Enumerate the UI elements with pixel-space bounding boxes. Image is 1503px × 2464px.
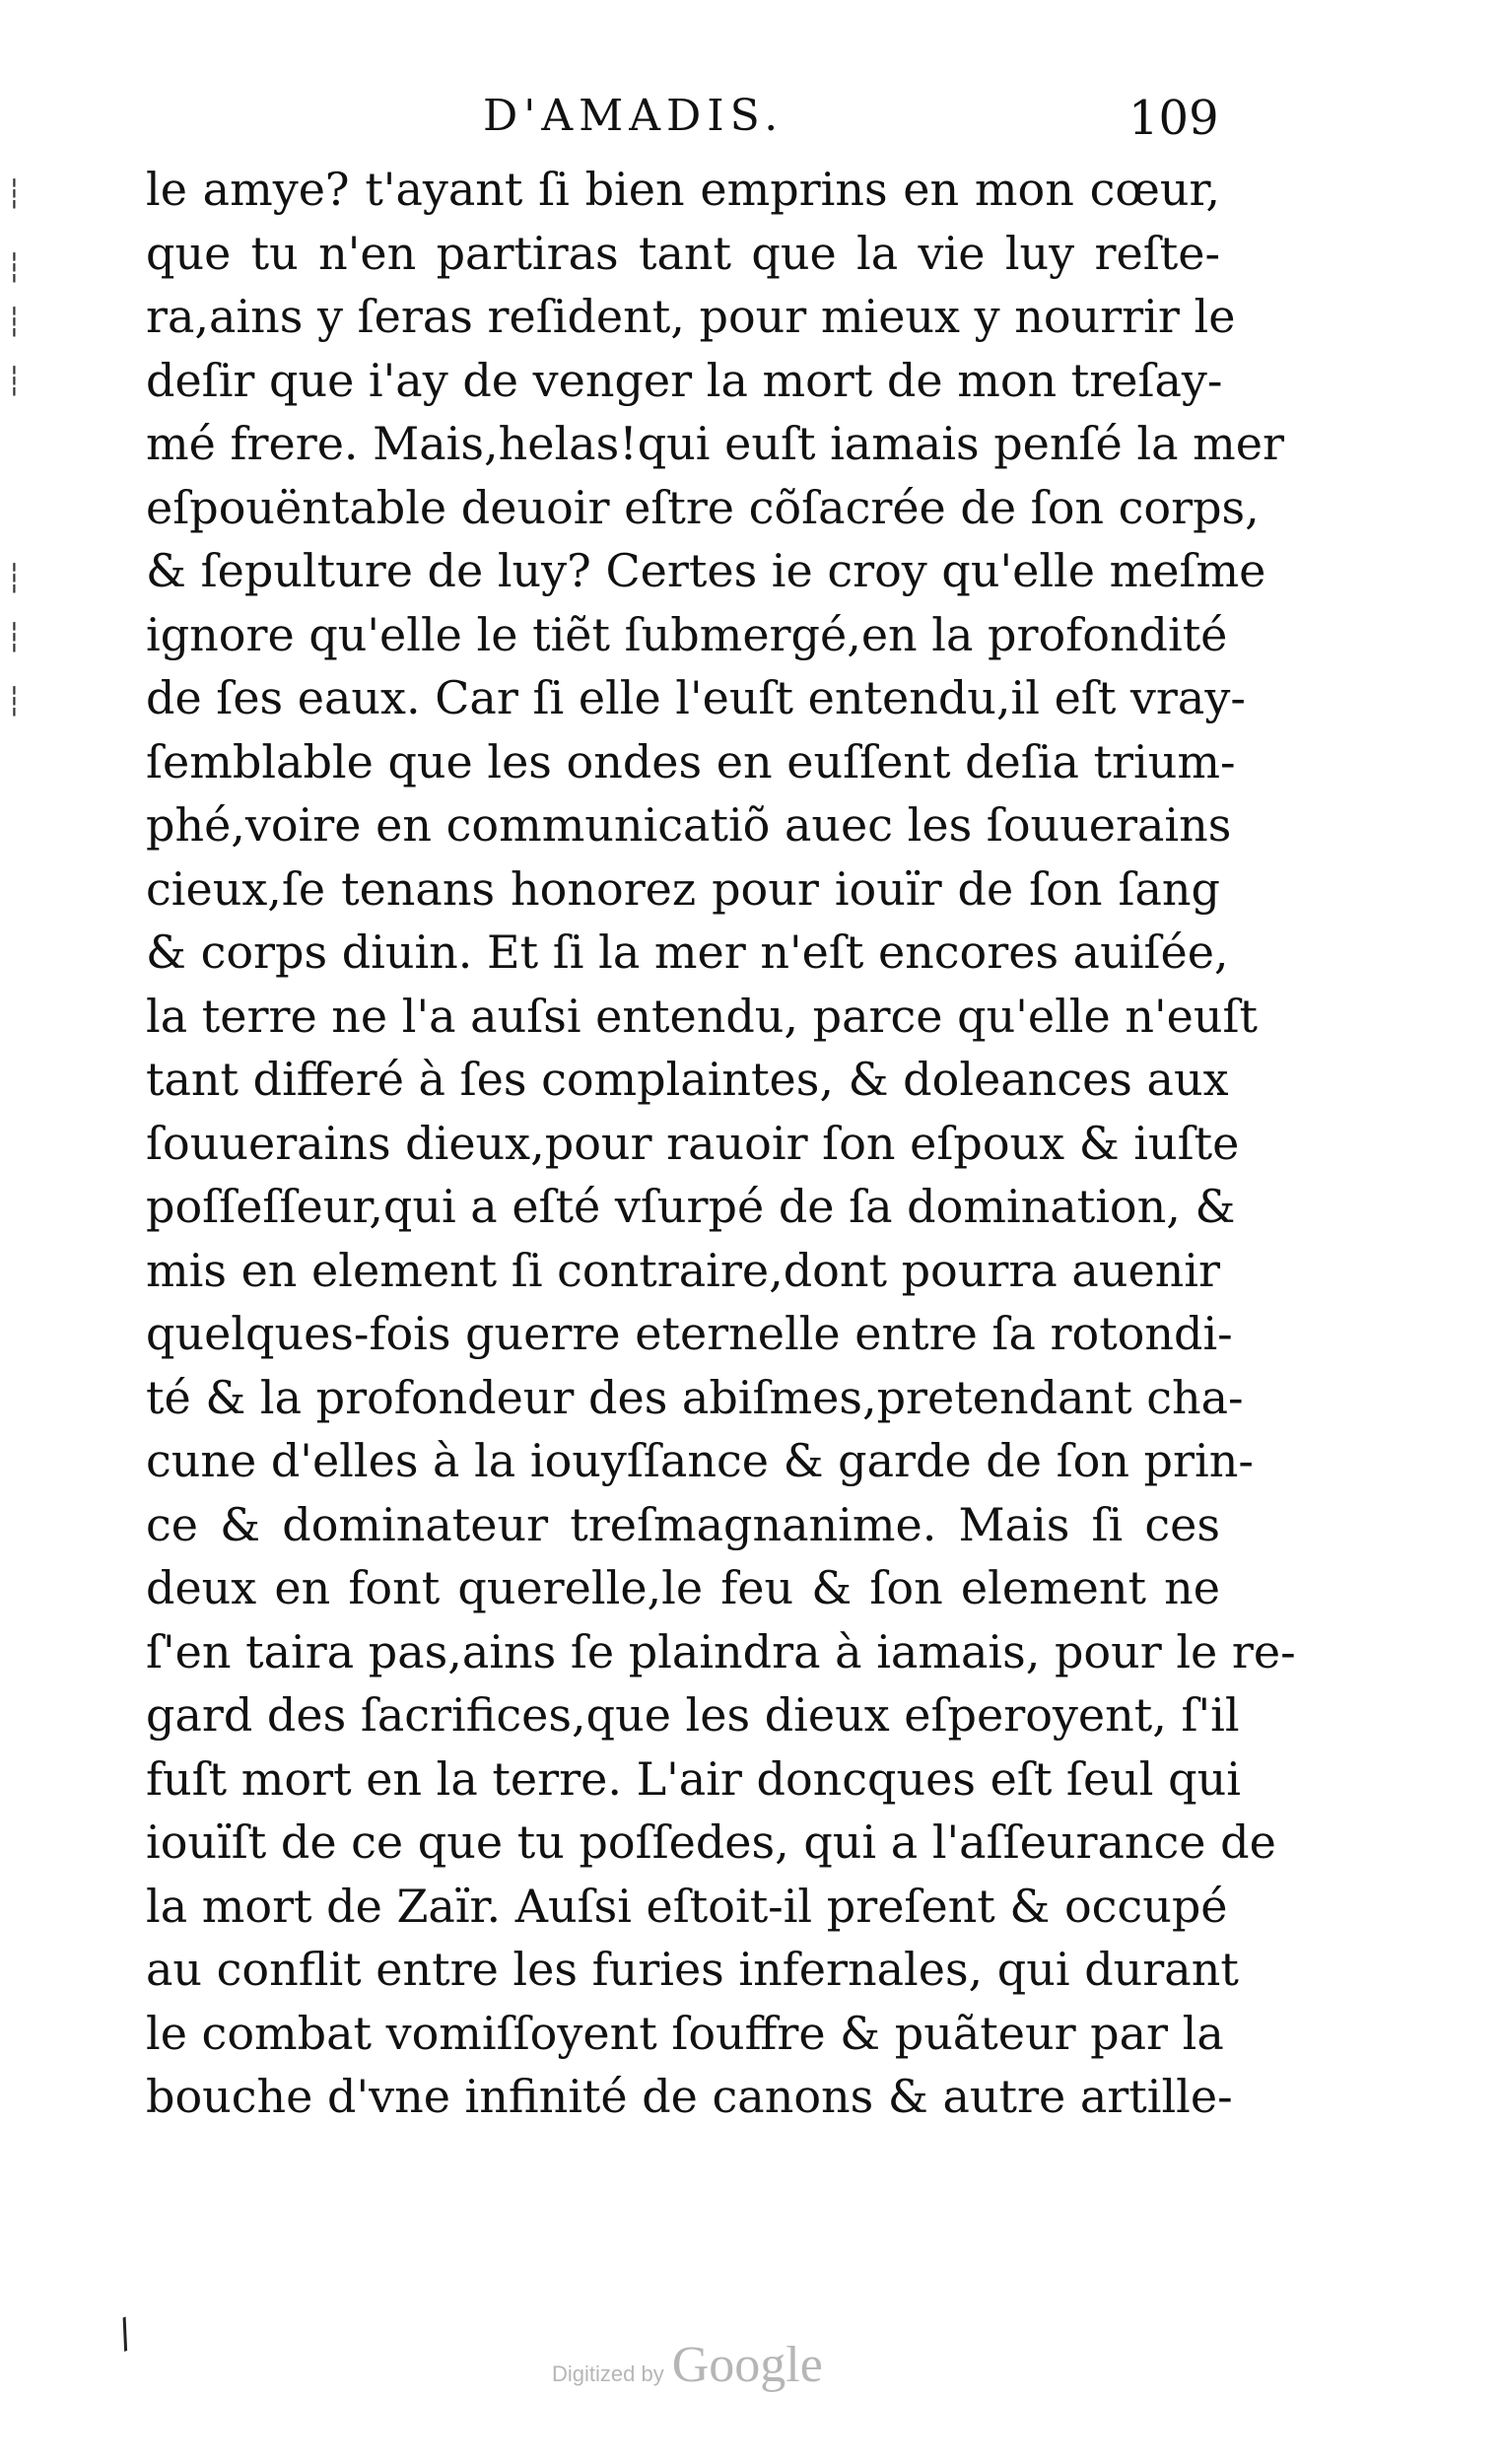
text-line: mis en element ſi contraire,dont pourra auenir	[146, 1243, 1220, 1297]
text-line: ſouuerains dieux,pour rauoir ſon eſpoux & iuſte	[146, 1116, 1240, 1170]
text-line: ra,ains y ſeras reſident, pour mieux y nourrir le	[146, 290, 1236, 343]
text-line: cune d'elles à la iouyſſance & garde de ſon prin-	[146, 1434, 1254, 1487]
text-line: de ſes eaux. Car ſi elle l'euſt entendu,il eſt vray-	[146, 671, 1246, 724]
watermark-logo: Google	[671, 2337, 823, 2393]
text-line: poſſeſſeur,qui a eſté vſurpé de ſa domination, &	[146, 1180, 1236, 1233]
text-line: le combat vomiſſoyent ſouffre & puãteur par la	[146, 2006, 1224, 2060]
text-line: au conflit entre les furies infernales, qui durant	[146, 1943, 1239, 1996]
bleed-mark: ┆	[6, 685, 23, 718]
text-line: ignore qu'elle le tiẽt ſubmergé,en la profondité	[146, 607, 1228, 661]
body-text	[146, 158, 1296, 2129]
text-line: eſpouëntable deuoir eſtre cõſacrée de ſon corps,	[146, 480, 1260, 534]
text-line: ſ'en taira pas,ains ſe plaindra à iamais, pour le re-	[146, 1624, 1296, 1678]
text-line: & ſepulture de luy? Certes ie croy qu'elle meſme	[146, 544, 1266, 597]
text-line: tant differé à ſes complaintes, & doleances aux	[146, 1053, 1229, 1106]
text-line: ce & dominateur treſmagnanime. Mais ſi ces	[146, 1497, 1220, 1551]
text-line: & corps diuin. Et ſi la mer n'eſt encores auiſée,	[146, 925, 1229, 979]
text-line: mé frere. Mais,helas!qui euſt iamais penſé la mer	[146, 417, 1284, 470]
text-line: cieux,ſe tenans honorez pour iouïr de ſon ſang	[146, 861, 1220, 916]
text-line: gard des ſacrifices,que les dieux eſperoyent, ſ'il	[146, 1688, 1240, 1742]
text-line: bouche d'vne infinité de canons & autre artille-	[146, 2070, 1233, 2123]
text-line: deſir que i'ay de venger la mort de mon treſay-	[146, 353, 1223, 407]
running-head: D'AMADIS.	[483, 91, 785, 141]
bleed-mark: ┆	[6, 621, 23, 653]
page-number: 109	[1128, 91, 1219, 146]
text-line: phé,voire en communicatiõ auec les ſouuerains	[146, 798, 1232, 852]
bleed-mark: ┆	[6, 251, 23, 284]
text-line: la terre ne l'a auſsi entendu, parce qu'elle n'euſt	[146, 989, 1258, 1043]
text-line: té & la profondeur des abiſmes,pretendant cha-	[146, 1370, 1244, 1424]
text-line: la mort de Zaïr. Auſsi eſtoit-il preſent & occupé	[146, 1879, 1228, 1933]
bleed-mark: ┆	[6, 562, 23, 594]
text-line: deux en font querelle,le feu & ſon element ne	[146, 1561, 1220, 1614]
text-line: le amye? t'ayant ſi bien emprins en mon cœur,	[146, 163, 1220, 216]
stray-pen-mark: /	[110, 2310, 139, 2358]
bleed-mark: ┆	[6, 365, 23, 397]
text-line: iouïſt de ce que tu poſſedes, qui a l'aſſeurance de	[146, 1815, 1276, 1869]
bleed-mark: ┆	[6, 306, 23, 338]
bleed-mark: ┆	[6, 177, 23, 210]
text-line: ſemblable que les ondes en euſſent deſia trium-	[146, 734, 1236, 788]
watermark-digitized-by: Digitized by	[552, 2361, 664, 2386]
text-line: quelques-fois guerre eternelle entre ſa rotondi-	[146, 1307, 1233, 1360]
digitization-watermark	[552, 2336, 966, 2405]
text-line: fuſt mort en la terre. L'air doncques eſt ſeul qui	[146, 1751, 1241, 1806]
text-line: que tu n'en partiras tant que la vie luy reſte-	[146, 226, 1220, 280]
